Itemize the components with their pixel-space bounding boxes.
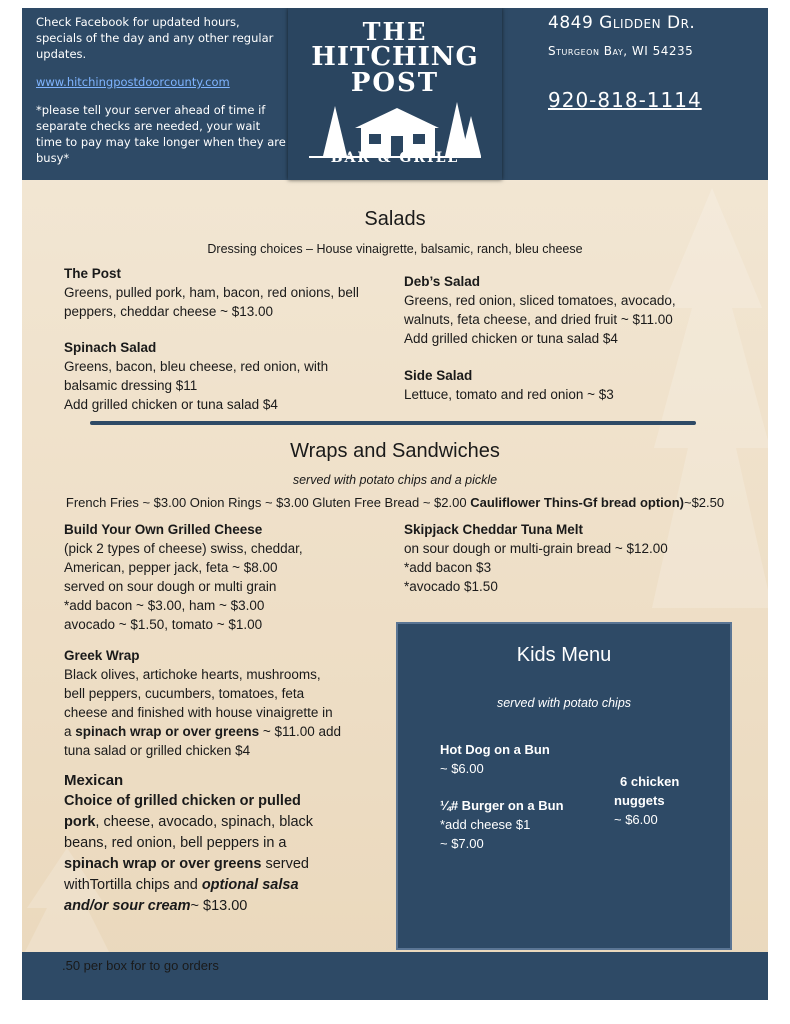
item-name: Side Salad: [404, 368, 473, 383]
header-info: [36, 14, 286, 178]
logo-line-hitching: HITCHING: [311, 42, 479, 72]
text-bold: pork: [64, 814, 96, 830]
item-desc: Greens, red onion, sliced tomatoes, avocado, walnuts, feta cheese, and dried fruit ~ $11.00: [404, 293, 676, 327]
contact-info: [548, 12, 758, 112]
text-bold: spinach wrap or over greens: [75, 724, 260, 739]
website-link[interactable]: www.hitchingpostdoorcounty.com: [36, 75, 230, 89]
item-line: [64, 854, 394, 875]
phone-number[interactable]: 920-818-1114: [548, 88, 702, 112]
item-desc: Greens, pulled pork, ham, bacon, red onions, bell peppers, cheddar cheese ~ $13.00: [64, 285, 359, 319]
item-line: [64, 791, 394, 812]
kids-menu-title: Kids Menu: [516, 644, 612, 666]
text-part: withTortilla chips and: [64, 877, 202, 893]
item-price: ~ $6.00: [440, 761, 484, 776]
item-line: [64, 896, 394, 917]
mexican-wrap: [64, 770, 394, 917]
logo: [288, 8, 502, 180]
item-desc: Lettuce, tomato and red onion ~ $3: [404, 387, 614, 402]
kids-menu-subtitle: served with potato chips: [496, 696, 632, 710]
header-banner: [22, 8, 768, 180]
kids-burger: [440, 796, 610, 853]
item-name: ¼# Burger on a Bun: [440, 798, 564, 813]
item-line: bell peppers, cucumbers, tomatoes, feta: [64, 686, 305, 701]
item-line: *add bacon ~ $3.00, ham ~ $3.00: [64, 598, 265, 613]
item-line: tuna salad or grilled chicken $4: [64, 743, 251, 758]
text-part: ~ $13.00: [190, 898, 248, 914]
greek-wrap: [64, 646, 384, 760]
sides-plain: French Fries ~ $3.00 Onion Rings ~ $3.00 Gluten Free Bread ~ $2.00: [65, 495, 471, 510]
item-line: beans, red onion, bell peppers in a: [64, 835, 287, 851]
item-line: on sour dough or multi-grain bread ~ $12.00: [404, 541, 668, 556]
item-line: [64, 875, 394, 896]
item-line: [64, 812, 394, 833]
address-city: Sturgeon Bay, WI 54235: [548, 44, 694, 58]
text-part: a: [64, 724, 76, 739]
item-extra: *add cheese $1: [440, 817, 531, 832]
item-line: Black olives, artichoke hearts, mushrooms,: [64, 667, 321, 682]
text-part: served: [261, 856, 309, 872]
item-name: Greek Wrap: [64, 648, 140, 663]
item-name: Spinach Salad: [64, 340, 157, 355]
salad-debs: [404, 272, 704, 348]
kids-hot-dog: [440, 740, 620, 778]
kids-nuggets: [614, 772, 714, 829]
item-line: avocado ~ $1.50, tomato ~ $1.00: [64, 617, 263, 632]
text-bold: Choice of grilled chicken or pulled: [64, 793, 301, 809]
wraps-title: Wraps and Sandwiches: [290, 440, 500, 462]
salad-the-post: [64, 264, 364, 321]
wraps-subtitle: served with potato chips and a pickle: [292, 473, 498, 487]
address-street: 4849 Glidden Dr.: [548, 13, 696, 33]
item-line: *avocado $1.50: [404, 579, 498, 594]
item-line: served on sour dough or multi grain: [64, 579, 277, 594]
item-name: The Post: [64, 266, 122, 281]
item-name-line1: 6 chicken: [620, 774, 680, 789]
text-bold: spinach wrap or over greens: [64, 856, 262, 872]
sides-line: [22, 495, 768, 510]
menu-page: [22, 8, 768, 1000]
text-part: , cheese, avocado, spinach, black: [95, 814, 314, 830]
item-name-line2: nuggets: [614, 793, 665, 808]
grilled-cheese: [64, 520, 384, 634]
salad-spinach: [64, 338, 354, 414]
text-bold-italic: and/or sour cream: [64, 898, 191, 914]
logo-line-post: POST: [350, 68, 440, 98]
item-line: *add bacon $3: [404, 560, 492, 575]
item-price: ~ $7.00: [440, 836, 484, 851]
salads-title: Salads: [364, 208, 426, 230]
text-part: ~ $11.00 add: [259, 724, 342, 739]
footer-banner: [22, 952, 768, 1000]
item-extra: Add grilled chicken or tuna salad $4: [404, 331, 618, 346]
item-name: Hot Dog on a Bun: [440, 742, 550, 757]
item-name: Mexican: [64, 772, 124, 789]
item-line: American, pepper jack, feta ~ $8.00: [64, 560, 278, 575]
logo-line-bar-grill: BAR & GRILL: [330, 150, 460, 166]
to-go-box-note: .50 per box for to go orders: [62, 958, 219, 973]
salad-side: [404, 366, 704, 404]
item-line: (pick 2 types of cheese) swiss, cheddar,: [64, 541, 303, 556]
item-desc: Greens, bacon, bleu cheese, red onion, with balsamic dressing $11: [64, 359, 329, 393]
separate-checks-note: *please tell your server ahead of time if separate checks are needed, your wait time to pay may take longer when they are busy*: [36, 103, 286, 165]
sides-bold: Cauliflower Thins-Gf bread option): [470, 495, 684, 510]
tuna-melt: [404, 520, 724, 596]
text-bold-italic: optional salsa: [201, 877, 299, 893]
item-line: [64, 722, 384, 741]
item-name: Deb’s Salad: [404, 274, 481, 289]
item-extra: Add grilled chicken or tuna salad $4: [64, 397, 278, 412]
item-line: cheese and finished with house vinaigrette in: [64, 705, 333, 720]
kids-menu-box: [396, 622, 732, 950]
item-price: ~ $6.00: [614, 812, 658, 827]
sides-tail: ~$2.50: [683, 495, 725, 510]
item-name: Skipjack Cheddar Tuna Melt: [404, 522, 584, 537]
facebook-notice: Check Facebook for updated hours, specials of the day and any other regular updates.: [36, 15, 274, 61]
logo-line-the: THE: [362, 17, 428, 46]
item-name: Build Your Own Grilled Cheese: [64, 522, 263, 537]
section-divider: [90, 421, 696, 425]
dressing-choices: Dressing choices – House vinaigrette, balsamic, ranch, bleu cheese: [207, 242, 583, 256]
